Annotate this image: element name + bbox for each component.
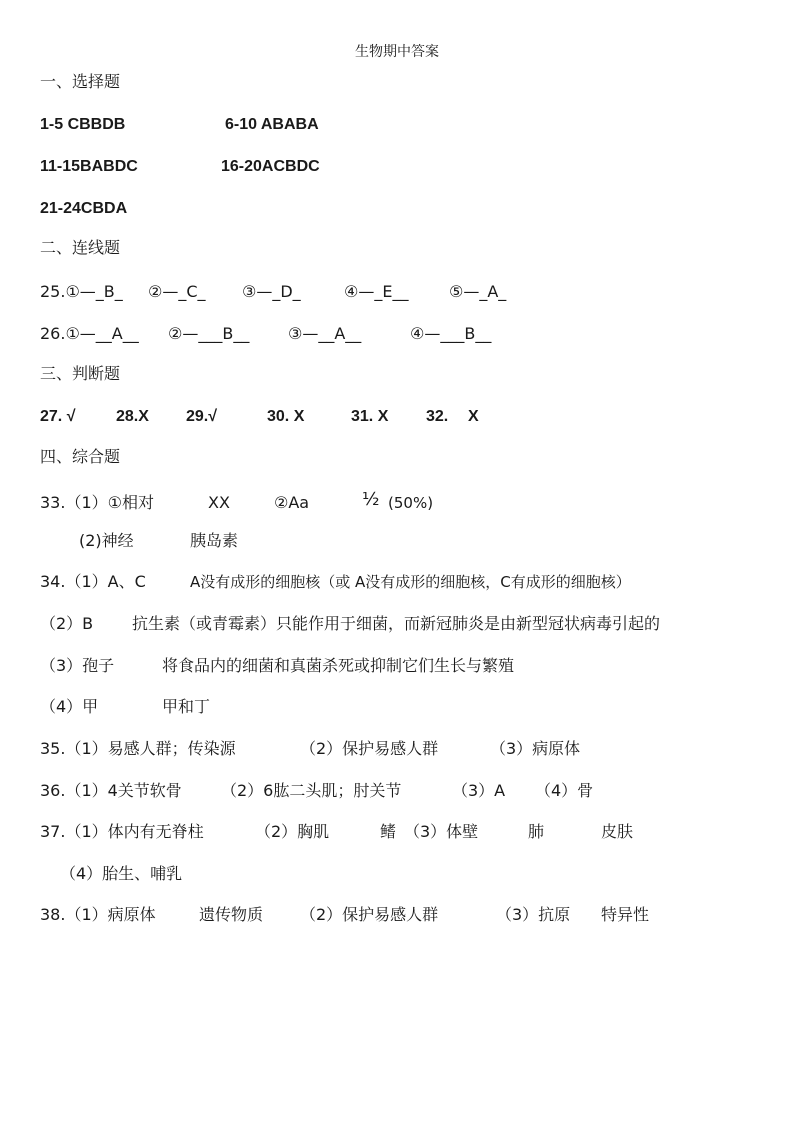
answer-37-2: （2）胸肌 xyxy=(255,822,330,841)
answer-33-1: 33.（1）①相对 xyxy=(40,493,154,512)
answer-36-3: （3）A xyxy=(452,781,506,800)
answer-34-3: （3）孢子 xyxy=(40,656,115,675)
answer-27: 27. √ xyxy=(40,408,76,425)
answer-35-3: （3）病原体 xyxy=(490,739,581,758)
answer-36-1: 36.（1）4关节软骨 xyxy=(40,781,182,800)
page-title: 生物期中答案 xyxy=(355,44,439,60)
answer-28: 28.X xyxy=(116,408,149,425)
answer-34-4: （4）甲 xyxy=(40,697,99,716)
section-heading-comprehensive: 四、综合题 xyxy=(40,447,121,466)
answer-38-1: 38.（1）病原体 xyxy=(40,905,156,924)
answer-35-1: 35.（1）易感人群；传染源 xyxy=(40,739,236,758)
answer-29: 29.√ xyxy=(186,408,218,425)
answer-30: 30. X xyxy=(267,408,305,425)
answer-34-2: （2）B xyxy=(40,614,94,633)
section-heading-judgement: 三、判断题 xyxy=(40,364,121,383)
answer-26-1: 26.①—__A__ xyxy=(40,324,139,343)
answer-1-5: 1-5 CBBDB xyxy=(40,116,126,133)
answer-38-specific: 特异性 xyxy=(601,905,650,924)
answer-33-aa: ②Aa xyxy=(274,493,310,512)
answer-16-20: 16-20ACBDC xyxy=(221,158,320,175)
answer-37-fin: 鳍 xyxy=(380,822,397,841)
answer-37-4: （4）胎生、哺乳 xyxy=(60,864,183,883)
answer-32-number: 32. xyxy=(426,408,449,425)
answer-6-10: 6-10 ABABA xyxy=(225,116,319,133)
answer-37-3: （3）体壁 xyxy=(404,822,479,841)
answer-33-half: ½ xyxy=(362,489,380,510)
answer-25-3: ③—_D_ xyxy=(242,282,301,301)
answer-33-percent: (50%) xyxy=(388,494,434,512)
answer-34-1b: A没有成形的细胞核（或 A没有成形的细胞核，C有成形的细胞核） xyxy=(190,573,631,591)
answer-11-15: 11-15BABDC xyxy=(40,158,138,175)
answer-26-4: ④—___B__ xyxy=(410,324,492,343)
answer-25-4: ④—_E__ xyxy=(344,282,409,301)
answer-25-1: 25.①—_B_ xyxy=(40,282,123,301)
answer-26-3: ③—__A__ xyxy=(288,324,362,343)
answer-34-3b: 将食品内的细菌和真菌杀死或抑制它们生长与繁殖 xyxy=(162,656,515,675)
answer-21-24: 21-24CBDA xyxy=(40,200,128,217)
answer-34-2b: 抗生素（或青霉素）只能作用于细菌，而新冠肺炎是由新型冠状病毒引起的 xyxy=(132,614,661,633)
answer-25-5: ⑤—_A_ xyxy=(449,282,507,301)
answer-34-4b: 甲和丁 xyxy=(162,697,211,716)
answer-37-skin: 皮肤 xyxy=(601,822,634,841)
answer-31: 31. X xyxy=(351,408,389,425)
answer-33-xx: XX xyxy=(208,493,230,512)
answer-37-1: 37.（1）体内有无脊柱 xyxy=(40,822,204,841)
answer-36-2: （2）6肱二头肌；肘关节 xyxy=(221,781,402,800)
answer-38-2: （2）保护易感人群 xyxy=(300,905,439,924)
section-heading-matching: 二、连线题 xyxy=(40,238,121,257)
answer-37-lung: 肺 xyxy=(528,822,545,841)
answer-26-2: ②—___B__ xyxy=(168,324,250,343)
answer-38-gene: 遗传物质 xyxy=(199,905,264,924)
answer-34-1: 34.（1）A、C xyxy=(40,572,146,591)
answer-35-2: （2）保护易感人群 xyxy=(300,739,439,758)
answer-36-4: （4）骨 xyxy=(535,781,594,800)
answer-25-2: ②—_C_ xyxy=(148,282,206,301)
section-heading-choice: 一、选择题 xyxy=(40,72,121,91)
answer-38-3: （3）抗原 xyxy=(496,905,571,924)
answer-33-2b: 胰岛素 xyxy=(190,531,239,550)
answer-32-value: X xyxy=(468,408,479,425)
answer-33-2: (2)神经 xyxy=(79,531,134,550)
